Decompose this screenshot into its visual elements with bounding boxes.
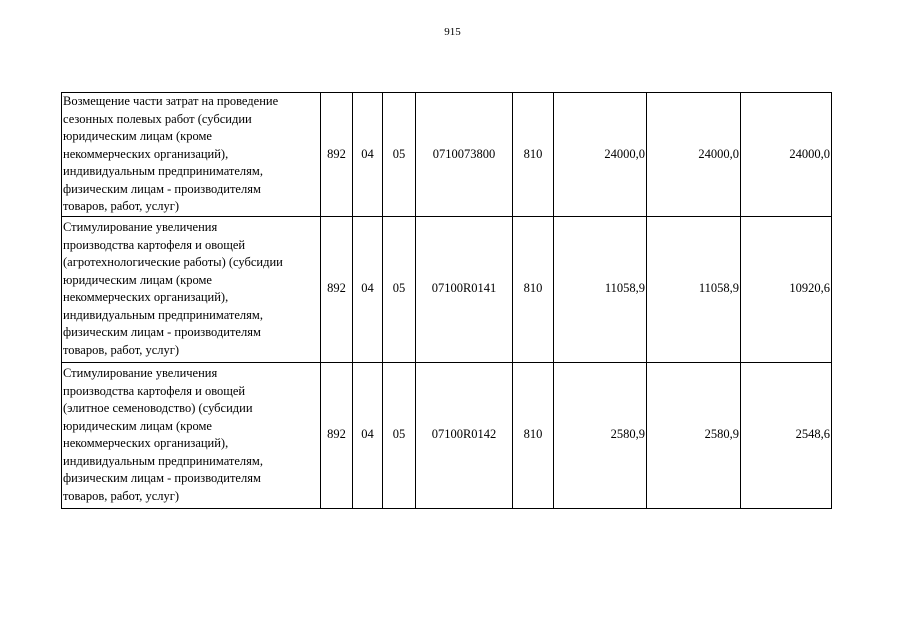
target-article-cell: 0710073800	[416, 93, 513, 217]
expense-type-cell: 810	[513, 362, 554, 508]
amount-2-cell: 2580,9	[647, 362, 741, 508]
description-line: физическим лицам - производителям	[63, 471, 261, 485]
target-article-cell: 07100R0142	[416, 362, 513, 508]
table-row	[62, 216, 832, 362]
expense-type-cell: 810	[513, 216, 554, 362]
amount-1-cell: 24000,0	[554, 93, 647, 217]
description-line: товаров, работ, услуг)	[63, 342, 180, 357]
page-number: 915	[444, 26, 461, 38]
table-row	[62, 93, 832, 217]
section-code-cell: 04	[353, 216, 383, 362]
description-line: (агротехнологические работы) (субсидии	[63, 255, 283, 269]
description-line: некоммерческих организаций),	[63, 436, 229, 450]
description-line: производства картофеля и овощей	[63, 237, 246, 252]
expense-type-cell: 810	[513, 93, 554, 217]
description-line: индивидуальным предпринимателям,	[63, 307, 263, 322]
subsection-code-cell: 05	[383, 216, 416, 362]
table-row	[62, 362, 832, 508]
section-code-cell: 04	[353, 362, 383, 508]
description-cell	[62, 216, 321, 362]
description-line: производства картофеля и овощей	[63, 383, 246, 398]
description-line: юридическим лицам (кроме	[63, 272, 212, 287]
amount-2-cell: 24000,0	[647, 93, 741, 217]
description-line: Стимулирование увеличения	[63, 366, 218, 380]
subsection-code-cell: 05	[383, 93, 416, 217]
amount-3-cell: 24000,0	[741, 93, 832, 217]
subsection-code-cell: 05	[383, 362, 416, 508]
budget-table	[61, 92, 832, 509]
description-line: индивидуальным предпринимателям,	[63, 453, 263, 468]
description-cell	[62, 93, 321, 217]
description-line: Возмещение части затрат на проведение	[63, 94, 279, 108]
amount-3-cell: 2548,6	[741, 362, 832, 508]
description-line: некоммерческих организаций),	[63, 146, 229, 161]
ministry-code-cell: 892	[321, 93, 353, 217]
description-line: товаров, работ, услуг)	[63, 488, 180, 503]
amount-1-cell: 11058,9	[554, 216, 647, 362]
description-line: юридическим лицам (кроме	[63, 418, 212, 433]
description-cell	[62, 362, 321, 508]
amount-1-cell: 2580,9	[554, 362, 647, 508]
description-line: юридическим лицам (кроме	[63, 129, 212, 143]
amount-3-cell: 10920,6	[741, 216, 832, 362]
amount-2-cell: 11058,9	[647, 216, 741, 362]
description-line: некоммерческих организаций),	[63, 290, 229, 304]
description-line: сезонных полевых работ (субсидии	[63, 111, 252, 126]
ministry-code-cell: 892	[321, 362, 353, 508]
description-line: товаров, работ, услуг)	[63, 199, 180, 213]
description-line: Стимулирование увеличения	[63, 220, 218, 234]
target-article-cell: 07100R0141	[416, 216, 513, 362]
section-code-cell: 04	[353, 93, 383, 217]
description-line: индивидуальным предпринимателям,	[63, 164, 263, 178]
ministry-code-cell: 892	[321, 216, 353, 362]
description-line: (элитное семеноводство) (субсидии	[63, 401, 253, 415]
description-line: физическим лицам - производителям	[63, 181, 261, 196]
description-line: физическим лицам - производителям	[63, 325, 261, 339]
